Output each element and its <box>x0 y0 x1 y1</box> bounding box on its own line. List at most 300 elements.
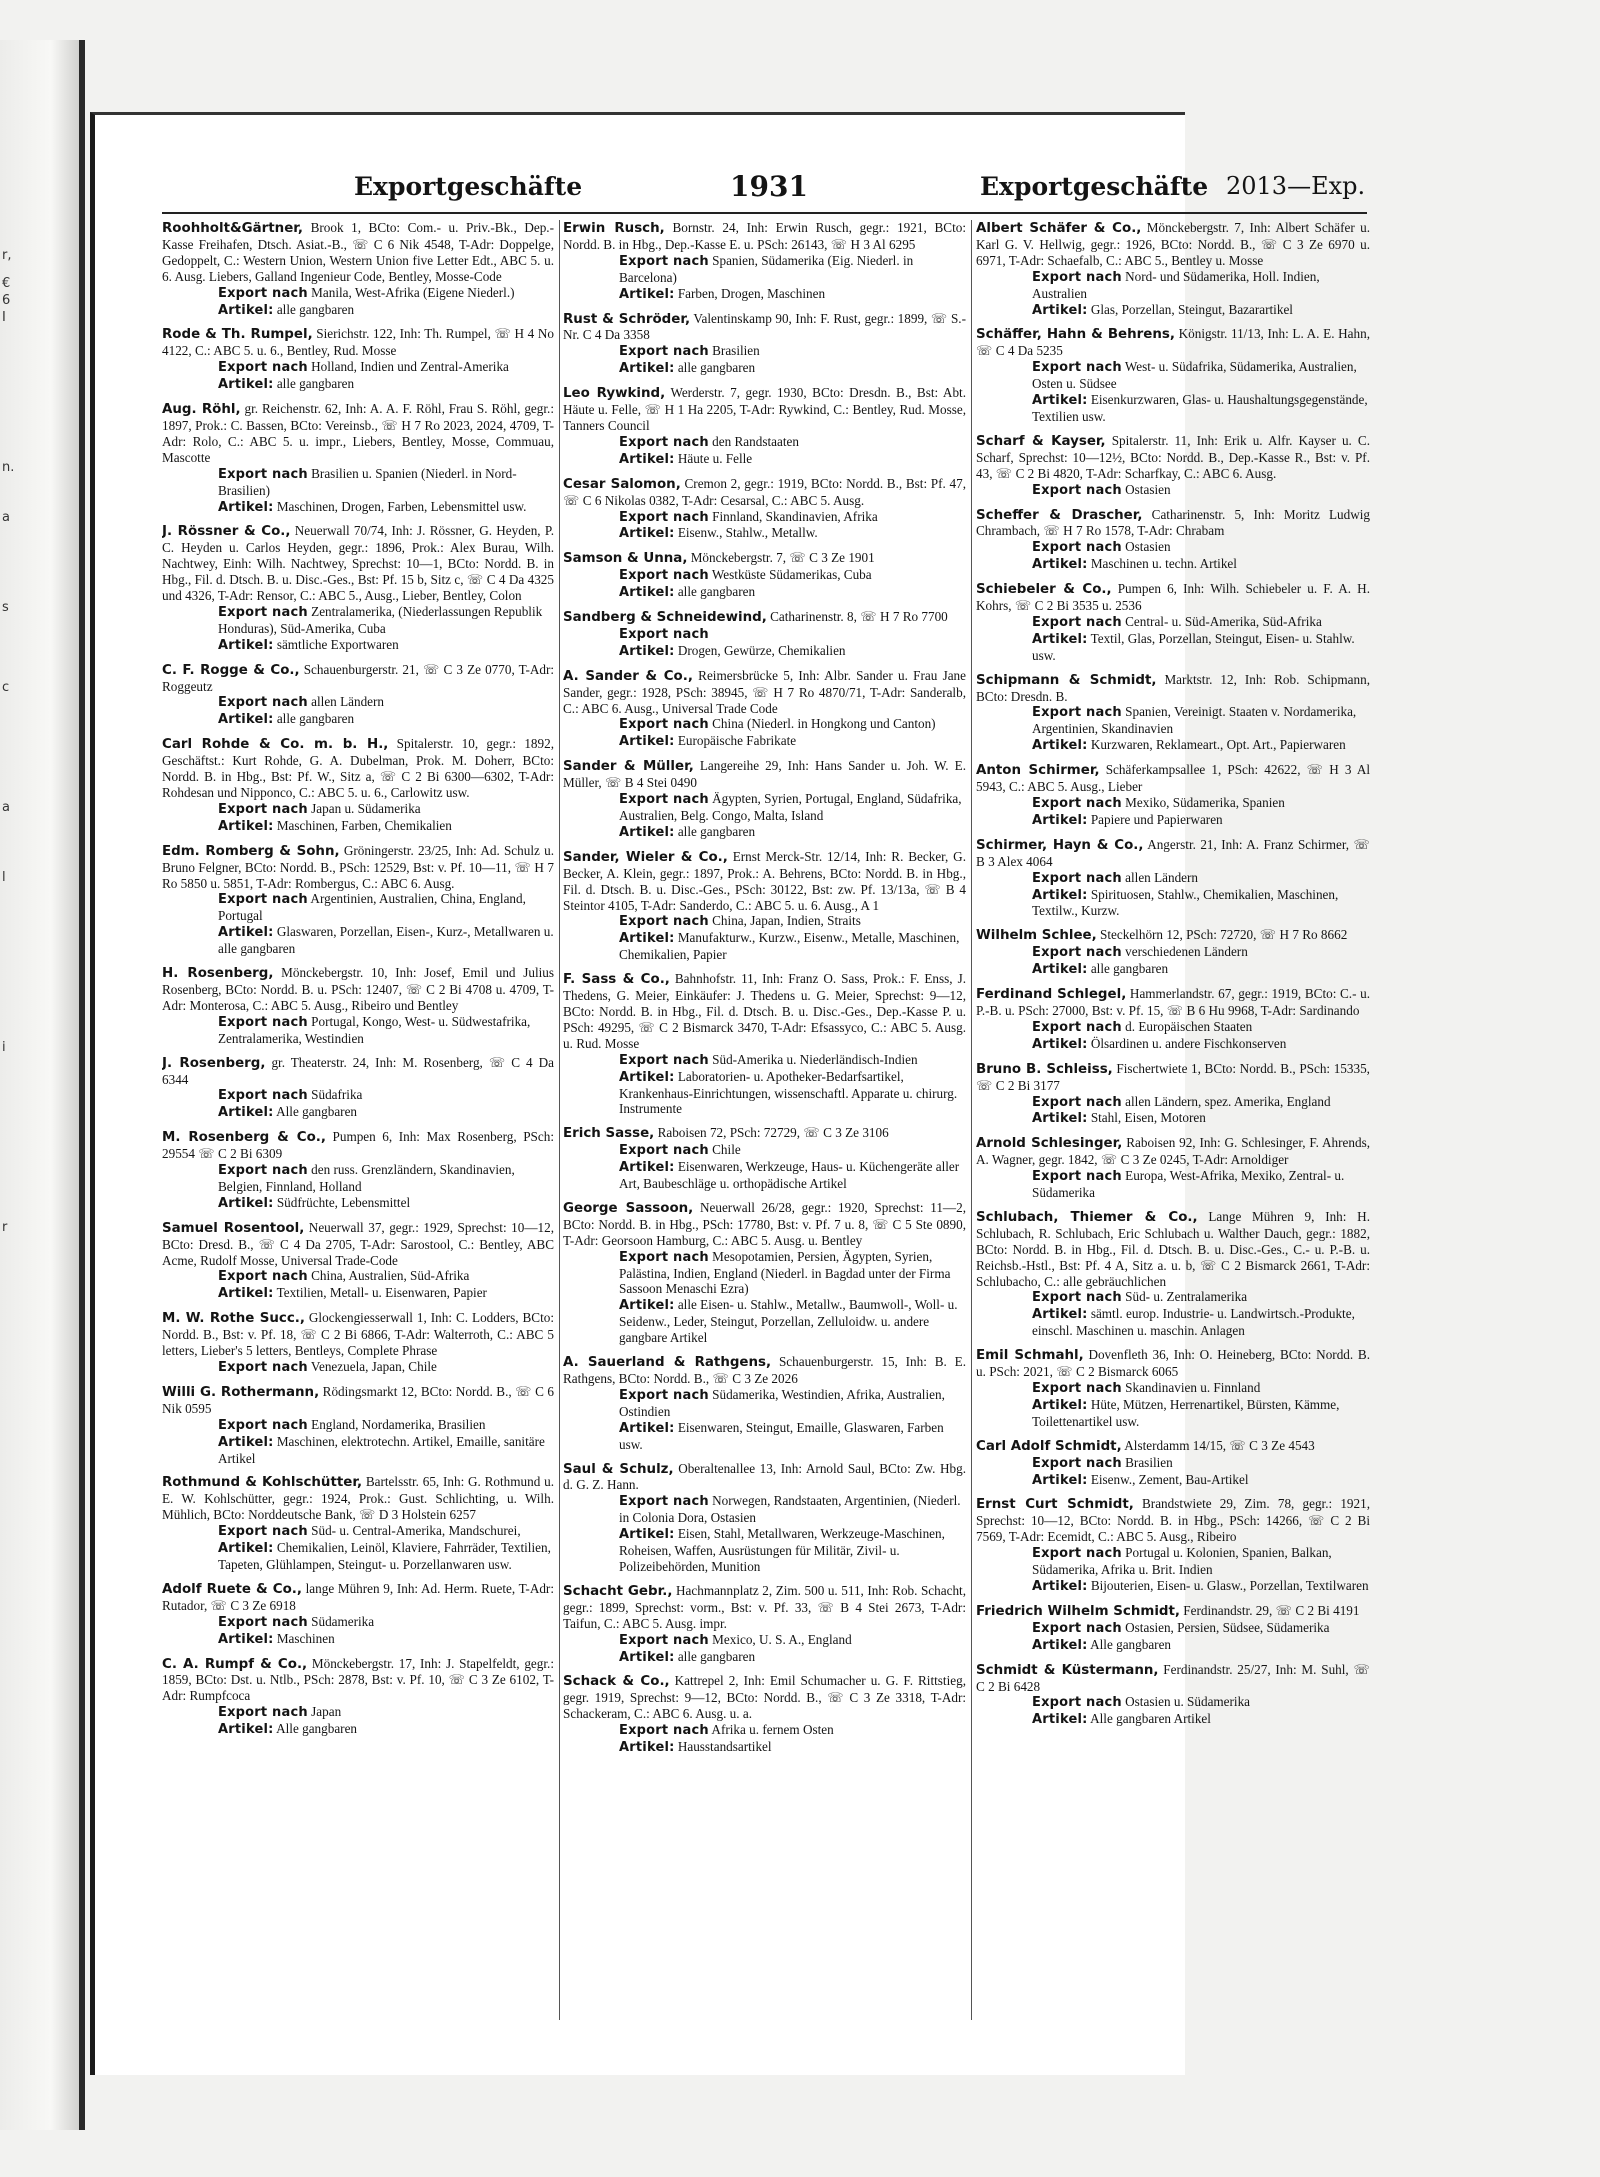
article-list-line <box>162 637 554 654</box>
firm-name: Edm. Romberg & Sohn, <box>162 843 340 859</box>
artikel-label: Artikel: <box>218 712 274 728</box>
firm-name: Rode & Th. Rumpel, <box>162 327 313 343</box>
export-destinations-line <box>563 434 966 451</box>
article-list: Eisenw., Zement, Bau-Artikel <box>1090 1471 1249 1487</box>
firm-details: Sierichstr. 122, Inh: Th. Rumpel, ☏ H 4 No 4122, C.: ABC 5. u. 6., Bentley, Rud. Mosse <box>162 326 554 359</box>
article-list-line <box>162 818 554 835</box>
entry-heading <box>976 507 1370 540</box>
entry-heading <box>563 1200 966 1249</box>
directory-entry <box>976 1347 1370 1430</box>
directory-entry <box>563 758 966 841</box>
firm-details: Spitalerstr. 10, gegr.: 1892, Geschäftst.: Kurt Rohde, G. A. Dubelman, Prok. M. Doherr, BCto: Nordd. B. in Hbg., Bst: Pf. W., Sitz a, ☏ C 2 Bi 6300—6302, T-Adr: Rohdesan und Nipponco, C.: ABC 5. u. 6., Carlowitz usw. <box>162 736 554 800</box>
article-list-line <box>563 451 966 468</box>
artikel-label: Artikel: <box>1032 302 1088 318</box>
directory-entry <box>976 326 1370 424</box>
artikel-label: Artikel: <box>619 1527 675 1543</box>
column-1 <box>162 220 554 2030</box>
artikel-label: Artikel: <box>619 286 675 302</box>
firm-details: Brook 1, BCto: Com.- u. Priv.-Bk., Dep.-Kasse Freihafen, Dtsch. Asiat.-B., ☏ C 6 Nik 4548, T-Adr: Doppelge, Gedoppelt, C.: Western Union, Western Union five Letter Edt., ABC 5. u. 6. Ausg. Liebers, Galland Ingenieur Code, Bentley, Mosse-Code <box>162 220 554 284</box>
directory-entry <box>976 837 1370 920</box>
export-label: Export nach <box>1032 945 1122 961</box>
export-destinations-line <box>976 704 1370 737</box>
article-list: sämtl. europ. Industrie- u. Landwirtsch.-Produkte, einschl. Maschinen u. maschin. Anlagen <box>1032 1306 1355 1339</box>
firm-name: Schäffer, Hahn & Behrens, <box>976 327 1175 343</box>
export-destinations-line <box>162 285 554 302</box>
directory-entry <box>976 762 1370 829</box>
firm-name: Schipmann & Schmidt, <box>976 672 1157 688</box>
export-label: Export nach <box>218 1014 308 1030</box>
artikel-label: Artikel: <box>218 1722 274 1738</box>
entry-heading <box>563 1583 966 1632</box>
article-list: Häute u. Felle <box>677 450 753 466</box>
firm-name: H. Rosenberg, <box>162 966 274 982</box>
export-destinations-line <box>563 567 966 584</box>
export-destinations: Ägypten, Syrien, Portugal, England, Südafrika, Australien, Belg. Congo, Malta, Island <box>619 791 962 823</box>
firm-details: Neuerwall 26/28, gegr.: 1920, Sprechst: 11—2, BCto: Nordd. B. in Hbg., PSch: 17780, Bst: v. Pf. 7 u. 8, ☏ C 5 Ste 0890, T-Adr: Georsoon Hamburg, C.: ABC 5. Ausg. u. Bentley <box>563 1199 966 1248</box>
left-margin-fragment: r, <box>2 248 12 263</box>
entry-heading <box>162 326 554 359</box>
article-list-line <box>563 1297 966 1346</box>
article-list: alle gangbaren <box>677 1648 756 1664</box>
firm-name: Sander & Müller, <box>563 759 694 775</box>
export-label: Export nach <box>1032 705 1122 721</box>
article-list-line <box>563 584 966 601</box>
article-list: Laboratorien- u. Apotheker-Bedarfsartikel, Krankenhaus-Einrichtungen, wissenschaftl. Apparate u. chirurg. Instrumente <box>619 1068 958 1117</box>
firm-name: Schlubach, Thiemer & Co., <box>976 1209 1198 1225</box>
export-destinations: den Randstaaten <box>712 433 799 449</box>
firm-details: Raboisen 92, Inh: G. Schlesinger, F. Ahrends, A. Wagner, gegr. 1842, ☏ C 3 Ze 0245, T-Adr: Arnoldiger <box>976 1135 1370 1168</box>
entry-heading <box>563 220 966 253</box>
directory-entry <box>976 1438 1370 1489</box>
article-list-line <box>563 360 966 377</box>
export-label: Export nach <box>619 509 709 525</box>
firm-details: Ferdinandstr. 29, ☏ C 2 Bi 4191 <box>1183 1602 1360 1618</box>
export-destinations: China, Australien, Süd-Afrika <box>311 1268 470 1284</box>
column-separator <box>971 220 972 2020</box>
column-2 <box>563 220 966 2030</box>
export-destinations: Manila, West-Afrika (Eigene Niederl.) <box>311 284 515 300</box>
entry-heading <box>976 1662 1370 1695</box>
export-destinations-line <box>162 1359 554 1376</box>
article-list-line <box>976 961 1370 978</box>
export-destinations-line <box>162 1014 554 1047</box>
export-destinations: Mexiko, Südamerika, Spanien <box>1125 795 1285 810</box>
directory-entry <box>563 609 966 660</box>
article-list-line <box>563 1739 966 1756</box>
firm-details: Alsterdamm 14/15, ☏ C 3 Ze 4543 <box>1124 1437 1315 1453</box>
export-destinations-line <box>563 626 966 643</box>
firm-name: Emil Schmahl, <box>976 1348 1084 1364</box>
artikel-label: Artikel: <box>619 824 675 840</box>
directory-entry <box>976 1061 1370 1128</box>
article-list: alle gangbaren <box>677 360 756 376</box>
export-destinations: Ostasien u. Südamerika <box>1125 1694 1251 1710</box>
article-list-line <box>563 1420 966 1453</box>
article-list-line <box>976 1711 1370 1728</box>
firm-details: Kattrepel 2, Inh: Emil Schumacher u. G. F. Rittstieg, gegr. 1919, Sprechst: 9—12, BCto: Nordd. B., ☏ C 3 Ze 3318, T-Adr: Schackeram, C.: ABC 6. Ausg. u. a. <box>563 1673 966 1722</box>
export-label: Export nach <box>619 1723 709 1739</box>
article-list: Eisenwaren, Steingut, Emaille, Glaswaren, Farben usw. <box>619 1419 944 1452</box>
export-destinations-line <box>162 1523 554 1540</box>
artikel-label: Artikel: <box>619 1420 675 1436</box>
entry-heading <box>162 1474 554 1523</box>
header-year: 1931 <box>730 170 808 203</box>
firm-name: Erwin Rusch, <box>563 221 665 236</box>
directory-entry <box>563 668 966 751</box>
header-rule <box>162 212 1367 214</box>
artikel-label: Artikel: <box>1032 887 1088 903</box>
header-left-title: Exportgeschäfte <box>354 172 583 201</box>
export-label: Export nach <box>619 626 709 642</box>
article-list-line <box>563 930 966 963</box>
firm-details: gr. Reichenstr. 62, Inh: A. A. F. Röhl, Frau S. Röhl, gegr.: 1897, Prok.: C. Bassen, BCto: Vereinsb., ☏ H 7 Ro 2023, 2024, 4709, T-Adr: Rolo, C.: ABC 5. u. impr., Liebers, Bentley, Mosse, Commuau, Mascotte <box>162 401 554 465</box>
firm-details: Neuerwall 70/74, Inh: J. Rössner, G. Heyden, P. C. Heyden u. Carlos Heyden, gegr.: 1896, Prok.: Alex Burau, Wilh. Nachtwey, Einh: Wilh. Nachtwey, Sprechst: 10—1, BCto: Nordd. B. in Hbg., Fil. d. Dtsch. B. u. Disc.-Ges., Bst: Pf. 15 b, Sitz c, ☏ C 4 Da 4325 und 4326, T-Adr: Rensor, C.: ABC 5., Ausg., Lieber, Bentley, Colon <box>162 523 554 604</box>
export-destinations-line <box>976 1694 1370 1711</box>
artikel-label: Artikel: <box>619 931 675 947</box>
article-list: Spirituosen, Stahlw., Chemikalien, Maschinen, Textilw., Kurzw. <box>1032 886 1339 919</box>
firm-details: Ferdinandstr. 25/27, Inh: M. Suhl, ☏ C 2 Bi 6428 <box>976 1661 1370 1694</box>
export-destinations: Mesopotamien, Persien, Ägypten, Syrien, Palästina, Indien, England (Niederl. in Bagdad unter der Firma Sassoon Menaschi Ezra) <box>619 1248 951 1297</box>
firm-name: J. Rosenberg, <box>162 1055 266 1071</box>
export-destinations-line <box>162 359 554 376</box>
article-list-line <box>976 631 1370 664</box>
export-destinations-line <box>976 269 1370 302</box>
artikel-label: Artikel: <box>619 1740 675 1756</box>
entry-heading <box>162 401 554 466</box>
artikel-label: Artikel: <box>218 818 274 834</box>
export-label: Export nach <box>218 892 308 908</box>
firm-details: Neuerwall 37, gegr.: 1929, Sprechst: 10—12, BCto: Dresd. B., ☏ C 4 Da 2705, T-Adr: Sarostool, C.: Bentley, ABC Acme, Rudolf Mosse, Universal Trade-Code <box>162 1219 554 1268</box>
firm-details: Schauenburgerstr. 15, Inh: B. E. Rathgens, BCto: Nordd. B., ☏ C 3 Ze 2026 <box>563 1354 966 1386</box>
firm-details: Lange Mühren 9, Inh: H. Schlubach, R. Schlubach, Eric Schlubach u. Walther Dauch, gegr.: 1882, BCto: Nordd. B. in Hbg., Fil. d. Dtsch. B. u. Disc.-Ges., C.- u. P.-B. u. Reichsb.-Hstl., Bst: Pf. 4 A, Sitz a. u. b, ☏ C 2 Bismarck 2661, T-Adr: Schlubacho, C.: alle gebräuchlichen <box>976 1208 1370 1289</box>
article-list: Hüte, Mützen, Herrenartikel, Bürsten, Kämme, Toilettenartikel usw. <box>1032 1396 1340 1429</box>
export-destinations-line <box>976 1455 1370 1472</box>
export-label: Export nach <box>218 1417 308 1433</box>
export-destinations-line <box>563 343 966 360</box>
firm-name: Wilhelm Schlee, <box>976 928 1097 944</box>
entry-heading <box>976 762 1370 795</box>
artikel-label: Artikel: <box>1032 1578 1088 1594</box>
directory-entry <box>162 220 554 318</box>
article-list: Drogen, Gewürze, Chemikalien <box>677 642 846 658</box>
firm-details: Ernst Merck-Str. 12/14, Inh: R. Becker, G. Becker, A. Klein, gegr.: 1897, Prok.: A. Behrens, BCto: Nordd. B. in Hbg., Fil. d. Dtsch. B. u. Disc.-Ges., PSch: 30122, Bst: zw. Pf. 13/13a, ☏ B 4 Steintor 4105, T-Adr: Sanderdo, C.: ABC 5. u. 6. Ausg., A 1 <box>563 848 966 913</box>
firm-name: Leo Rywkind, <box>563 386 666 402</box>
article-list-line <box>976 1306 1370 1339</box>
directory-entry <box>563 311 966 378</box>
entry-heading <box>563 311 966 344</box>
export-label: Export nach <box>1032 1019 1122 1035</box>
directory-entry <box>976 1496 1370 1594</box>
entry-heading <box>563 758 966 791</box>
article-list-line <box>563 286 966 303</box>
export-label: Export nach <box>1032 360 1122 376</box>
export-label: Export nach <box>218 285 308 301</box>
export-destinations-line <box>162 1417 554 1434</box>
export-destinations-line <box>976 870 1370 887</box>
export-destinations-line <box>563 1387 966 1420</box>
entry-heading <box>563 1673 966 1722</box>
article-list: Farben, Drogen, Maschinen <box>677 285 826 301</box>
export-destinations: verschiedenen Ländern <box>1125 944 1248 960</box>
directory-entry <box>162 843 554 957</box>
firm-details: Oberaltenallee 13, Inh: Arnold Saul, BCto: Zw. Hbg. d. G. Z. Hann. <box>563 1460 966 1493</box>
export-label: Export nach <box>1032 796 1122 811</box>
article-list-line <box>976 556 1370 573</box>
article-list-line <box>563 1649 966 1666</box>
entry-heading <box>976 1496 1370 1545</box>
article-list-line <box>976 737 1370 754</box>
artikel-label: Artikel: <box>218 637 274 653</box>
article-list: Chemikalien, Leinöl, Klaviere, Fahrräder, Textilien, Tapeten, Glühlampen, Steingut- u. Porzellanwaren usw. <box>218 1540 551 1572</box>
export-destinations: Brasilien <box>1125 1454 1173 1470</box>
directory-entry <box>563 1461 966 1575</box>
directory-entry <box>976 433 1370 499</box>
directory-entry <box>563 220 966 303</box>
export-label: Export nach <box>218 1360 308 1375</box>
firm-details: Pumpen 6, Inh: Max Rosenberg, PSch: 29554 ☏ C 2 Bi 6309 <box>162 1129 554 1162</box>
directory-entry <box>563 1583 966 1666</box>
export-destinations: China (Niederl. in Hongkong und Canton) <box>712 716 936 732</box>
export-destinations-line <box>563 913 966 930</box>
firm-details: Catharinenstr. 5, Inh: Moritz Ludwig Chrambach, ☏ H 7 Ro 1578, T-Adr: Chrabam <box>976 506 1370 539</box>
entry-heading <box>976 672 1370 705</box>
export-destinations-line <box>976 1620 1370 1637</box>
article-list-line <box>162 1434 554 1467</box>
export-destinations: Central- u. Süd-Amerika, Süd-Afrika <box>1125 613 1322 629</box>
firm-details: Bartelsstr. 65, Inh: G. Rothmund u. E. W. Kohlschütter, gegr.: 1924, Prok.: Gust. Schlichting, u. Wilh. Mühlich, BCto: Norddeutsche Bank, ☏ D 3 Holstein 6257 <box>162 1474 554 1523</box>
artikel-label: Artikel: <box>218 499 274 515</box>
article-list-line <box>976 1472 1370 1489</box>
entry-heading <box>976 326 1370 359</box>
directory-entry <box>162 965 554 1047</box>
firm-details: Angerstr. 21, Inh: A. Franz Schirmer, ☏ B 3 Alex 4064 <box>976 836 1370 869</box>
article-list: Alle gangbaren <box>1090 1636 1172 1652</box>
directory-entry <box>162 326 554 393</box>
entry-heading <box>162 843 554 892</box>
directory-entry <box>563 1200 966 1346</box>
entry-heading <box>976 1135 1370 1168</box>
export-destinations-line <box>563 1249 966 1298</box>
article-list-line <box>162 376 554 393</box>
article-list-line <box>976 1110 1370 1127</box>
export-destinations: Süd- u. Zentralamerika <box>1125 1289 1248 1305</box>
firm-name: Ferdinand Schlegel, <box>976 987 1127 1003</box>
entry-heading <box>162 523 554 604</box>
article-list: alle gangbaren <box>276 301 355 317</box>
artikel-label: Artikel: <box>619 585 675 601</box>
export-destinations-line <box>162 1087 554 1104</box>
firm-name: Friedrich Wilhelm Schmidt, <box>976 1603 1180 1619</box>
artikel-label: Artikel: <box>218 1286 274 1302</box>
export-destinations: Finnland, Skandinavien, Afrika <box>712 508 878 524</box>
export-destinations: Nord- und Südamerika, Holl. Indien, Australien <box>1032 268 1320 301</box>
firm-details: Bornstr. 24, Inh: Erwin Rusch, gegr.: 1921, BCto: Nordd. B. in Hbg., Dep.-Kasse E. u. PSch: 26143, ☏ H 3 Al 6295 <box>563 220 966 252</box>
firm-details: Langereihe 29, Inh: Hans Sander u. Joh. W. E. Müller, ☏ B 4 Stei 0490 <box>563 758 966 791</box>
artikel-label: Artikel: <box>1032 1036 1088 1052</box>
export-destinations: China, Japan, Indien, Straits <box>712 913 861 929</box>
article-list-line <box>162 1195 554 1212</box>
article-list: Eisen, Stahl, Metallwaren, Werkzeuge-Maschinen, Roheisen, Waffen, Ausrüstungen für Militär, Zivil- u. Polizeibehörden, Munition <box>619 1526 945 1574</box>
article-list-line <box>976 887 1370 920</box>
left-margin-fragment: l <box>2 870 6 885</box>
directory-entry <box>976 507 1370 574</box>
left-margin-fragment: i <box>2 1040 6 1055</box>
firm-details: Werderstr. 7, gegr. 1930, BCto: Dresdn. B., Bst: Abt. Häute u. Felle, ☏ H 1 Ha 2205, T-Adr: Rywkind, C.: Bentley, Rud. Mosse, Tanners Council <box>563 385 966 433</box>
export-label: Export nach <box>218 1705 308 1721</box>
directory-entry <box>162 736 554 834</box>
firm-name: Samuel Rosentool, <box>162 1220 305 1236</box>
header-right-title: Exportgeschäfte <box>980 172 1209 201</box>
artikel-label: Artikel: <box>1032 1307 1088 1323</box>
firm-name: Ernst Curt Schmidt, <box>976 1497 1134 1513</box>
firm-details: Glockengiesserwall 1, Inh: C. Lodders, BCto: Nordd. B., Bst: v. Pf. 18, ☏ C 2 Bi 6866, T-Adr: Walterroth, C.: ABC 5 letters, Lieber's 5 letters, Bentleys, Complete Phrase <box>162 1310 554 1359</box>
export-destinations: Spanien, Vereinigt. Staaten v. Nordamerika, Argentinien, Skandinavien <box>1032 704 1357 737</box>
export-destinations-line <box>563 1052 966 1069</box>
export-destinations: Ostasien, Persien, Südsee, Südamerika <box>1125 1619 1330 1635</box>
entry-heading <box>976 927 1370 944</box>
article-list-line <box>563 1159 966 1192</box>
article-list: Alle gangbaren <box>276 1104 358 1120</box>
column-3 <box>976 220 1370 2030</box>
firm-name: Rothmund & Kohlschütter, <box>162 1475 363 1491</box>
article-list-line <box>976 1036 1370 1053</box>
firm-name: Schirmer, Hayn & Co., <box>976 837 1144 853</box>
article-list: Eisenwaren, Werkzeuge, Haus- u. Küchengeräte aller Art, Baubeschläge u. orthopädische Artikel <box>619 1159 960 1192</box>
firm-details: Mönckebergstr. 17, Inh: J. Stapelfeldt, gegr.: 1859, BCto: Dst. u. Ntlb., PSch: 2878, Bst: v. Pf. 10, ☏ C 3 Ze 6102, T-Adr: Rumpfcoca <box>162 1655 554 1704</box>
firm-details: Cremon 2, gegr.: 1919, BCto: Nordd. B., Bst: Pf. 47, ☏ C 6 Nikolas 0382, T-Adr: Cesarsal, C.: ABC 5. Ausg. <box>563 475 966 508</box>
article-list-line <box>976 1397 1370 1430</box>
article-list-line <box>976 1578 1370 1595</box>
directory-entry <box>976 672 1370 755</box>
artikel-label: Artikel: <box>218 1105 274 1121</box>
firm-details: Reimersbrücke 5, Inh: Albr. Sander u. Frau Jane Sander, gegr.: 1928, PSch: 38945, ☏ H 7 Ro 4870/71, T-Adr: Sanderalb, C.: ABC 6. Ausg., Universal Trade Code <box>563 667 966 716</box>
export-label: Export nach <box>619 1249 709 1265</box>
export-label: Export nach <box>1032 482 1122 498</box>
firm-details: Mönckebergstr. 7, ☏ C 3 Ze 1901 <box>690 550 875 566</box>
entry-heading <box>563 1461 966 1494</box>
entry-heading <box>162 1055 554 1088</box>
export-label: Export nach <box>1032 1094 1122 1110</box>
firm-name: Schacht Gebr., <box>563 1583 673 1599</box>
export-destinations-line <box>976 1289 1370 1306</box>
article-list: Ölsardinen u. andere Fischkonserven <box>1090 1035 1287 1051</box>
export-label: Export nach <box>619 1387 709 1403</box>
entry-heading <box>976 433 1370 482</box>
firm-name: George Sassoon, <box>563 1200 694 1216</box>
firm-name: Schiebeler & Co., <box>976 582 1112 598</box>
export-label: Export nach <box>218 1163 308 1179</box>
firm-name: M. W. Rothe Succ., <box>162 1311 305 1327</box>
firm-details: Valentinskamp 90, Inh: F. Rust, gegr.: 1899, ☏ S.-Nr. C 4 Da 3358 <box>563 310 966 343</box>
export-destinations: den russ. Grenzländern, Skandinavien, Belgien, Finnland, Holland <box>218 1162 515 1194</box>
export-destinations: allen Ländern <box>1125 869 1199 885</box>
left-margin-fragment: I <box>2 310 6 325</box>
directory-entry <box>162 662 554 729</box>
directory-entry <box>162 1581 554 1648</box>
export-label: Export nach <box>218 1524 308 1540</box>
directory-entry <box>976 1662 1370 1729</box>
entry-heading <box>162 1656 554 1705</box>
export-destinations-line <box>563 1632 966 1649</box>
firm-details: Bahnhofstr. 11, Inh: Franz O. Sass, Prok.: F. Enss, J. Thedens, G. Meier, Einkäufer: J. Thedens u. G. Meier, Sprechst: 9—12, BCto: Nordd. B. in Hbg., Fil. d. Dtsch. B. u. Disc.-Ges., Dep.-Kasse P. u. PSch: 49295, ☏ C 2 Bismarck 3470, T-Adr: Efsassyco, C.: ABC 5. Ausg. u. Rud. Mosse <box>563 971 966 1051</box>
export-destinations: Holland, Indien und Zentral-Amerika <box>311 359 509 375</box>
export-label: Export nach <box>218 801 308 817</box>
article-list: Maschinen, Drogen, Farben, Lebensmittel usw. <box>276 498 527 514</box>
export-destinations-line <box>976 482 1370 499</box>
article-list: Maschinen, Farben, Chemikalien <box>276 817 452 833</box>
article-list-line <box>976 1637 1370 1654</box>
directory-entry <box>976 220 1370 318</box>
export-label: Export nach <box>218 604 308 620</box>
export-label: Export nach <box>619 1143 709 1159</box>
directory-entry <box>976 986 1370 1053</box>
artikel-label: Artikel: <box>619 1069 675 1085</box>
export-destinations: Argentinien, Australien, China, England, Portugal <box>218 891 526 924</box>
firm-details: Schäferkampsallee 1, PSch: 42622, ☏ H 3 Al 5943, C.: ABC 5. Ausg., Lieber <box>976 762 1370 795</box>
article-list-line <box>563 525 966 542</box>
export-label: Export nach <box>218 695 308 711</box>
artikel-label: Artikel: <box>619 451 675 467</box>
entry-heading <box>162 220 554 285</box>
export-destinations-line <box>976 944 1370 961</box>
article-list-line <box>976 392 1370 425</box>
artikel-label: Artikel: <box>218 302 274 318</box>
article-list: Manufakturw., Kurzw., Eisenw., Metalle, Maschinen, Chemikalien, Papier <box>619 930 960 963</box>
entry-heading <box>563 609 966 626</box>
entry-heading <box>976 1603 1370 1620</box>
artikel-label: Artikel: <box>1032 1397 1088 1413</box>
article-list: Textil, Glas, Porzellan, Steingut, Eisen- u. Stahlw. usw. <box>1032 630 1355 663</box>
artikel-label: Artikel: <box>619 1298 675 1314</box>
directory-entry <box>563 550 966 601</box>
page-header <box>258 172 1378 212</box>
left-page-edge <box>0 40 85 2130</box>
article-list-line <box>162 1540 554 1573</box>
export-label: Export nach <box>218 1614 308 1630</box>
artikel-label: Artikel: <box>1032 557 1088 573</box>
article-list: alle Eisen- u. Stahlw., Metallw., Baumwoll-, Woll- u. Seidenw., Leder, Steingut, Porzellan, Zelluloidw. u. andere gangbare Artikel <box>619 1297 958 1346</box>
article-list-line <box>162 499 554 516</box>
export-destinations: Süd- u. Central-Amerika, Mandschurei, <box>311 1523 521 1539</box>
export-destinations: Ostasien <box>1125 539 1171 555</box>
firm-details: Fischertwiete 1, BCto: Nordd. B., PSch: 15335, ☏ C 2 Bi 3177 <box>976 1060 1370 1093</box>
export-destinations-line <box>976 614 1370 631</box>
directory-entry <box>976 1209 1370 1339</box>
export-destinations-line <box>162 1268 554 1285</box>
artikel-label: Artikel: <box>218 1541 274 1557</box>
export-label: Export nach <box>619 792 709 808</box>
entry-heading <box>976 1209 1370 1290</box>
export-destinations-line <box>162 1704 554 1721</box>
export-destinations-line <box>976 1094 1370 1111</box>
firm-name: Carl Adolf Schmidt, <box>976 1438 1122 1454</box>
firm-name: J. Rössner & Co., <box>162 524 291 540</box>
export-label: Export nach <box>1032 540 1122 556</box>
export-destinations: Venezuela, Japan, Chile <box>310 1359 437 1374</box>
export-destinations-line <box>976 539 1370 556</box>
article-list: Stahl, Eisen, Motoren <box>1090 1110 1206 1126</box>
article-list-line <box>162 1631 554 1648</box>
firm-name: Anton Schirmer, <box>976 763 1100 779</box>
article-list: alle gangbaren <box>1090 961 1169 977</box>
export-destinations: Zentralamerika, (Niederlassungen Republik Honduras), Süd-Amerika, Cuba <box>218 603 543 636</box>
export-label: Export nach <box>218 1088 308 1104</box>
article-list-line <box>162 1285 554 1302</box>
export-destinations: d. Europäischen Staaten <box>1125 1018 1253 1034</box>
export-destinations-line <box>563 1142 966 1159</box>
artikel-label: Artikel: <box>619 734 675 750</box>
firm-details: Raboisen 72, PSch: 72729, ☏ C 3 Ze 3106 <box>657 1125 889 1141</box>
